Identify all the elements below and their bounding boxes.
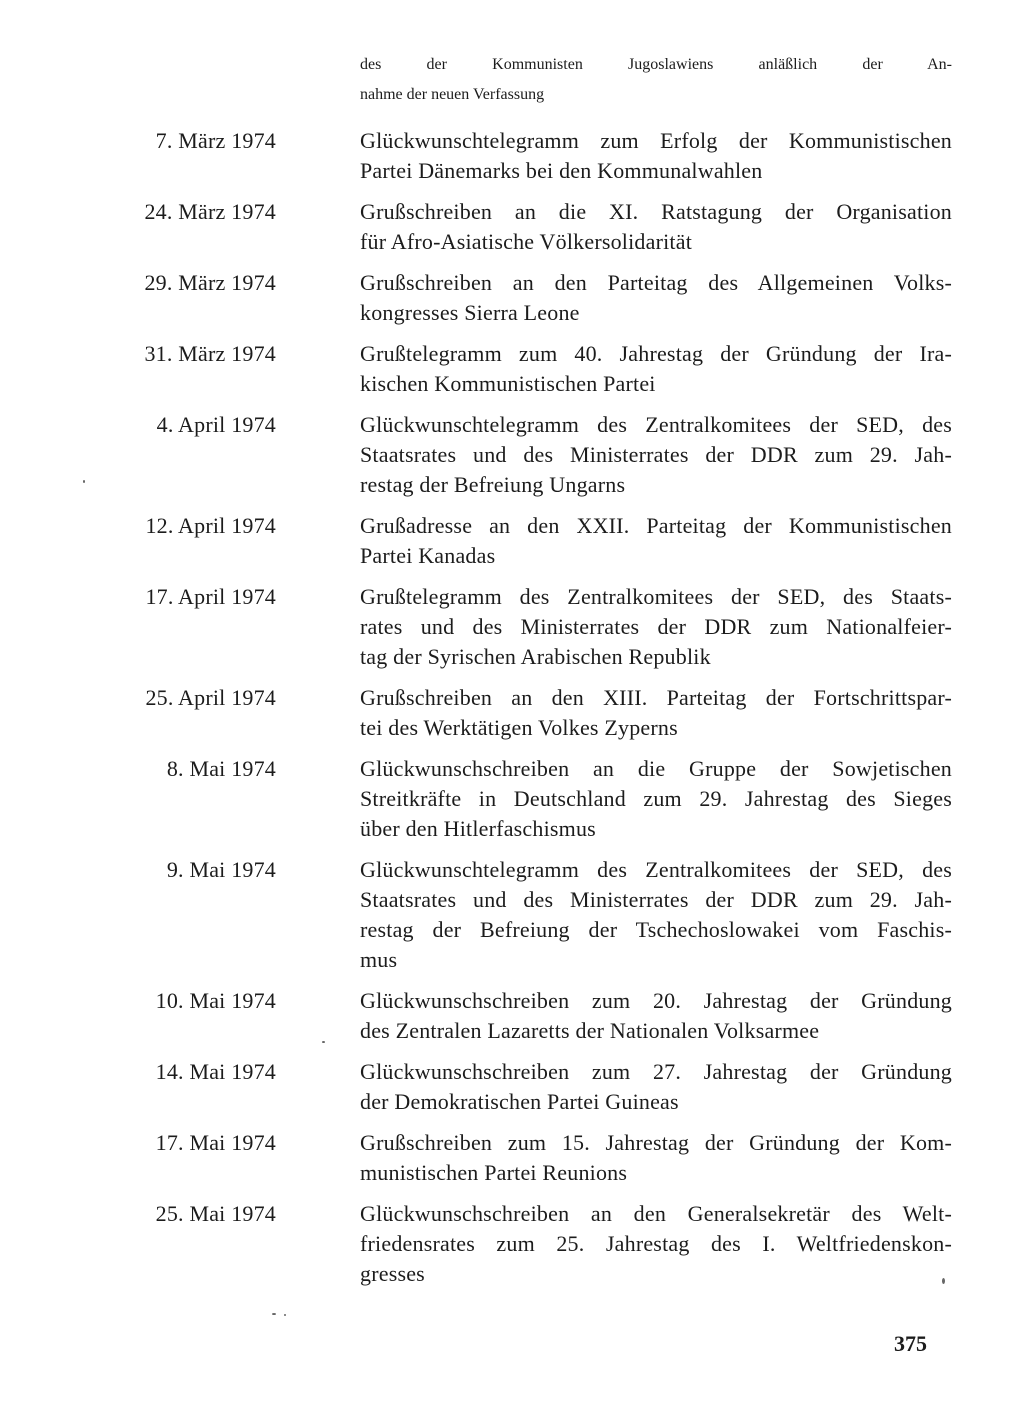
scan-speck xyxy=(284,1314,286,1316)
entry-date: 25. April 1974 xyxy=(145,685,276,710)
entry-date: 9. Mai 1974 xyxy=(166,857,276,882)
entry-line: Glückwunschschreiben an den Generalsekretär des Welt- xyxy=(360,1201,952,1226)
entry-date: 7. März 1974 xyxy=(155,128,276,153)
chronology-entry xyxy=(0,511,1024,571)
entry-line: Grußschreiben an den XIII. Parteitag der Fortschrittspar- xyxy=(360,685,952,710)
chronology-entry xyxy=(0,1128,1024,1188)
entry-text xyxy=(360,339,952,399)
entry-line: Grußschreiben an die XI. Ratstagung der Organisation xyxy=(360,199,952,224)
continuation-line: des der Kommunisten Jugoslawiens anläßlich der An- xyxy=(360,56,952,73)
scan-speck xyxy=(322,1041,325,1043)
entry-line: über den Hitlerfaschismus xyxy=(360,816,596,841)
entry-line: restag der Befreiung Ungarns xyxy=(360,472,626,497)
entry-line: Grußschreiben zum 15. Jahrestag der Gründung der Kom- xyxy=(360,1130,952,1155)
entry-line: Partei Dänemarks bei den Kommunalwahlen xyxy=(360,158,763,183)
entry-line: munistischen Partei Reunions xyxy=(360,1160,628,1185)
scan-speck xyxy=(272,1313,276,1315)
entry-line: restag der Befreiung der Tschechoslowakei vom Faschis- xyxy=(360,917,952,942)
entry-date: 29. März 1974 xyxy=(144,270,276,295)
entry-date: 31. März 1974 xyxy=(144,341,276,366)
entry-line: Staatsrates und des Ministerrates der DDR zum 29. Jah- xyxy=(360,442,952,467)
entry-text xyxy=(360,855,952,975)
entry-text xyxy=(360,410,952,500)
entry-line: Glückwunschschreiben zum 20. Jahrestag der Gründung xyxy=(360,988,952,1013)
entry-line: Glückwunschtelegramm des Zentralkomitees der SED, des xyxy=(360,857,952,882)
entry-line: der Demokratischen Partei Guineas xyxy=(360,1089,679,1114)
entry-text xyxy=(360,511,952,571)
entry-line: mus xyxy=(360,947,398,972)
chronology-entry xyxy=(0,339,1024,399)
scan-speck xyxy=(942,1278,945,1284)
entry-line: Grußadresse an den XXII. Parteitag der Kommunistischen xyxy=(360,513,952,538)
chronology-entry xyxy=(0,1057,1024,1117)
entry-date: 4. April 1974 xyxy=(156,412,276,437)
page-number: 375 xyxy=(894,1331,927,1356)
entry-line: Glückwunschschreiben zum 27. Jahrestag der Gründung xyxy=(360,1059,952,1084)
entry-text xyxy=(360,197,952,257)
entry-line: Glückwunschtelegramm des Zentralkomitees der SED, des xyxy=(360,412,952,437)
scan-speck xyxy=(83,480,85,483)
entry-line: Glückwunschschreiben an die Gruppe der Sowjetischen xyxy=(360,756,952,781)
entry-text xyxy=(360,582,952,672)
entry-text xyxy=(360,683,952,743)
entry-line: Grußschreiben an den Parteitag des Allgemeinen Volks- xyxy=(360,270,952,295)
entry-line: des Zentralen Lazaretts der Nationalen Volksarmee xyxy=(360,1018,820,1043)
chronology-entry xyxy=(0,582,1024,672)
chronology-entry xyxy=(0,986,1024,1046)
entry-line: Grußtelegramm des Zentralkomitees der SED, des Staats- xyxy=(360,584,952,609)
entry-date: 24. März 1974 xyxy=(144,199,276,224)
entry-line: für Afro-Asiatische Völkersolidarität xyxy=(360,229,693,254)
entry-line: friedensrates zum 25. Jahrestag des I. Weltfriedenskon- xyxy=(360,1231,952,1256)
entry-text xyxy=(360,126,952,186)
entry-date: 10. Mai 1974 xyxy=(155,988,276,1013)
entry-line: kongresses Sierra Leone xyxy=(360,300,580,325)
entry-line: rates und des Ministerrates der DDR zum Nationalfeier- xyxy=(360,614,952,639)
continuation-line: nahme der neuen Verfassung xyxy=(360,86,545,103)
continuation-paragraph xyxy=(360,56,952,116)
chronology-entry xyxy=(0,268,1024,328)
entry-text xyxy=(360,1128,952,1188)
chronology-list xyxy=(0,126,1024,1289)
entry-line: kischen Kommunistischen Partei xyxy=(360,371,656,396)
entry-line: Streitkräfte in Deutschland zum 29. Jahrestag des Sieges xyxy=(360,786,952,811)
entry-line: Grußtelegramm zum 40. Jahrestag der Gründung der Ira- xyxy=(360,341,952,366)
chronology-entry xyxy=(0,855,1024,975)
entry-line: Partei Kanadas xyxy=(360,543,496,568)
entry-date: 12. April 1974 xyxy=(145,513,276,538)
entry-date: 8. Mai 1974 xyxy=(166,756,276,781)
chronology-entry xyxy=(0,683,1024,743)
entry-line: Glückwunschtelegramm zum Erfolg der Kommunistischen xyxy=(360,128,952,153)
entry-date: 25. Mai 1974 xyxy=(155,1201,276,1226)
chronology-entry xyxy=(0,126,1024,186)
entry-text xyxy=(360,986,952,1046)
entry-text xyxy=(360,1199,952,1289)
chronology-entry xyxy=(0,1199,1024,1289)
entry-date: 14. Mai 1974 xyxy=(155,1059,276,1084)
entry-line: tag der Syrischen Arabischen Republik xyxy=(360,644,711,669)
chronology-entry xyxy=(0,197,1024,257)
entry-date: 17. Mai 1974 xyxy=(155,1130,276,1155)
entry-line: tei des Werktätigen Volkes Zyperns xyxy=(360,715,678,740)
entry-text xyxy=(360,1057,952,1117)
entry-date: 17. April 1974 xyxy=(145,584,276,609)
entry-line: Staatsrates und des Ministerrates der DDR zum 29. Jah- xyxy=(360,887,952,912)
entry-text xyxy=(360,754,952,844)
entry-text xyxy=(360,268,952,328)
chronology-entry xyxy=(0,754,1024,844)
entry-line: gresses xyxy=(360,1261,425,1286)
chronology-entry xyxy=(0,410,1024,500)
